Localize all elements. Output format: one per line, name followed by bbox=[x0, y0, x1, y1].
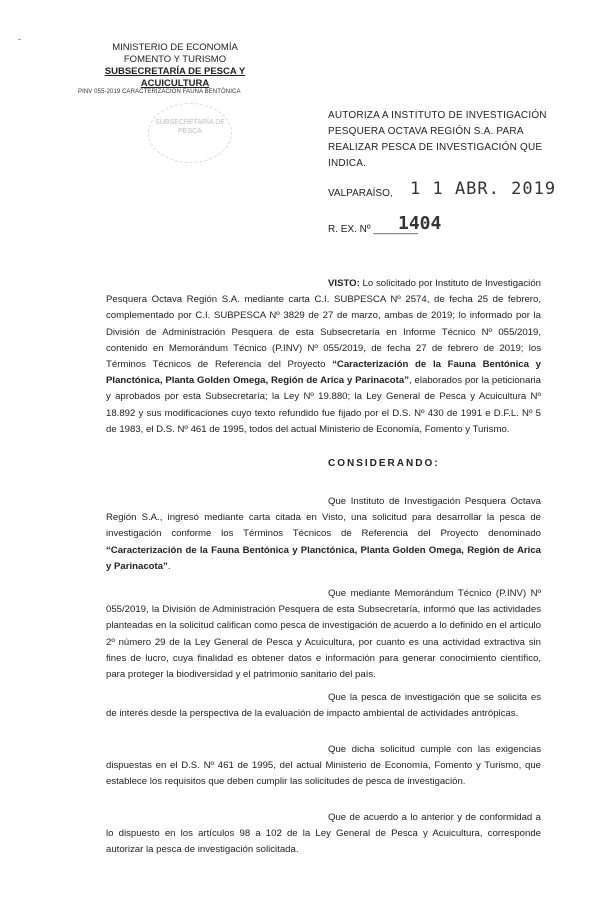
visto-text-a: Lo solicitado por Instituto de Investigación Pesquera Octava Región S.A. mediante carta C.I. SUBPESCA Nº 2574, de fecha 25 de febrero, complementado por C.I. SUBPESCA Nº 3829 de 27 de marzo, ambas de 2019; lo informado por la División de Administración Pesquera de esta Subsecretaría en Informe Técnico Nº 055/2019, contenido en Memorándum Técnico (P.INV) Nº 055/2019, de fecha 27 de febrero de 2019; los Términos Técnicos de Referencia del Proyecto bbox=[106, 278, 541, 371]
seal-text: SUBSECRETARÍA DE PESCA bbox=[155, 119, 225, 135]
ministry-subline: FOMENTO Y TURISMO bbox=[123, 54, 227, 65]
document-topic: AUTORIZA A INSTITUTO DE INVESTIGACIÓN PESQUERA OCTAVA REGIÓN S.A. PARA REALIZAR PESCA DE INVESTIGACIÓN QUE INDICA. bbox=[328, 110, 547, 169]
date-stamp: 1 1 ABR. 2019 bbox=[410, 179, 557, 199]
considerando-paragraph-2 bbox=[106, 586, 541, 683]
considerando-heading: CONSIDERANDO: bbox=[328, 458, 440, 469]
p1-text-b: . bbox=[167, 560, 171, 572]
ministry-line: MINISTERIO DE ECONOMÍA bbox=[112, 42, 238, 53]
considerando-paragraph-3 bbox=[106, 690, 541, 722]
considerando-paragraph-4 bbox=[106, 742, 541, 791]
subsecretaria-line: SUBSECRETARÍA DE PESCA Y ACUICULTURA bbox=[104, 66, 246, 89]
margin-mark: - bbox=[18, 34, 21, 44]
official-seal bbox=[148, 103, 232, 163]
visto-paragraph bbox=[106, 276, 541, 438]
p1-project: “Caracterización de la Fauna Bentónica y Planctónica, Planta Golden Omega, Región de Arica y Parinacota” bbox=[106, 544, 541, 572]
place-label: VALPARAÍSO, bbox=[328, 188, 393, 199]
p5-text: Que de acuerdo a lo anterior y de conformidad a lo dispuesto en los artículos 98 a 102 de la Ley General de Pesca y Acuicultura, corresponde autorizar la pesca de investigación solicitada. bbox=[106, 812, 541, 856]
p3-text: Que la pesca de investigación que se solicita es de interés desde la perspectiva de la evaluación de impacto ambiental de actividades antrópicas. bbox=[106, 692, 541, 720]
resolution-number: 1404 bbox=[398, 213, 442, 234]
visto-project: “Caracterización de la Fauna Bentónica y Planctónica, Planta Golden Omega, Región de Arica y Parinacota” bbox=[106, 359, 541, 387]
p2-text: Que mediante Memorándum Técnico (P.INV) Nº 055/2019, la División de Administración Pesquera de esta Subsecretaría, informó que las actividades planteadas en la solicitud califican como pesca de investigación de acuerdo a lo definido en el artículo 2º número 29 de la Ley General de Pesca y Acuicultura, por cuanto es una actividad extractiva sin fines de lucro, cuya finalidad es obtener datos e información para generar conocimiento científico, para proteger la biodiversidad y el patrimonio sanitario del país. bbox=[106, 588, 541, 681]
p1-text-a: Que Instituto de Investigación Pesquera Octava Región S.A., ingresó mediante carta citada en Visto, una solicitud para desarrollar la pesca de investigación conforme los Términos Técnicos de Referencia del Proyecto denominado bbox=[106, 496, 541, 540]
resolution-label: R. EX. Nº ________ bbox=[328, 224, 418, 235]
p4-text: Que dicha solicitud cumple con las exigencias dispuestas en el D.S. Nº 461 de 1995, del actual Ministerio de Economía, Fomento y Turismo, que establece los requisitos que deben cumplir las solicitudes de pesca de investigación. bbox=[106, 744, 541, 788]
considerando-paragraph-1 bbox=[106, 494, 541, 575]
visto-text-b: , elaborados por la peticionaria y aprobados por esta Subsecretaría; la Ley Nº 19.880; la Ley General de Pesca y Acuicultura Nº 18.892 y sus modificaciones cuyo texto refundido fue fijado por el D.S. Nº 430 de 1991 e D.F.L. Nº 5 de 1983, el D.S. Nº 461 de 1995, todos del actual Ministerio de Economía, Fomento y Turismo. bbox=[106, 375, 541, 435]
reference-code: PINV 055-2019 CARACTERIZACIÓN FAUNA BENTÓNICA bbox=[78, 89, 241, 95]
visto-label: VISTO: bbox=[328, 278, 360, 289]
letterhead bbox=[75, 42, 275, 90]
considerando-paragraph-5 bbox=[106, 810, 541, 859]
